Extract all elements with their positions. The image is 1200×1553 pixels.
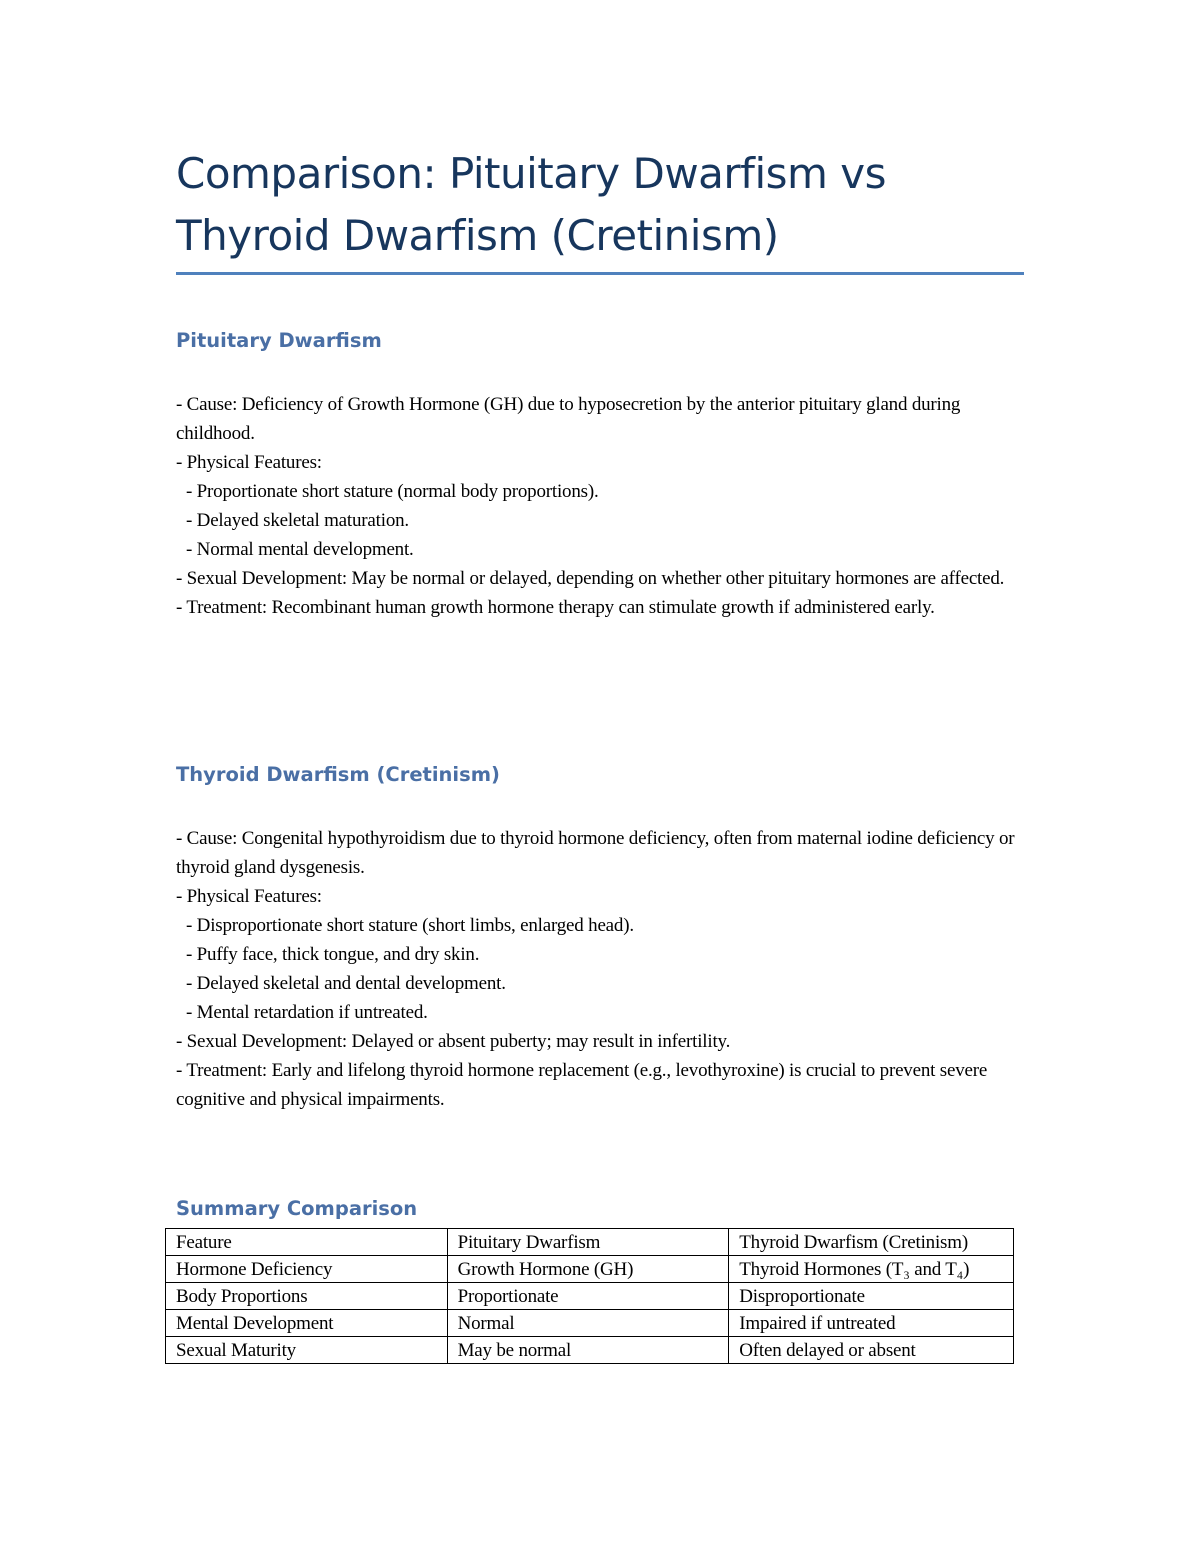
pituitary-physical-item: - Proportionate short stature (normal body proportions). xyxy=(186,481,599,502)
document-page xyxy=(176,0,1024,1553)
summary-table xyxy=(165,1228,1014,1364)
table-cell: Body Proportions xyxy=(166,1283,448,1310)
thyroid-section xyxy=(176,824,1024,1114)
pituitary-treatment: - Treatment: Recombinant human growth hormone therapy can stimulate growth if administered early. xyxy=(176,597,935,618)
table-cell: Disproportionate xyxy=(729,1283,1014,1310)
thyroid-physical-item: - Mental retardation if untreated. xyxy=(186,1002,428,1023)
table-cell: Hormone Deficiency xyxy=(166,1256,448,1283)
table-cell: Impaired if untreated xyxy=(729,1310,1014,1337)
thyroid-physical-item: - Delayed skeletal and dental development. xyxy=(186,973,506,994)
thyroid-physical-label: - Physical Features: xyxy=(176,886,322,907)
pituitary-sexual-development: - Sexual Development: May be normal or delayed, depending on whether other pituitary hormones are affected. xyxy=(176,568,1005,589)
pituitary-physical-item: - Delayed skeletal maturation. xyxy=(186,510,409,531)
thyroid-cause: - Cause: Congenital hypothyroidism due to thyroid hormone deficiency, often from maternal iodine deficiency or thyroid gland dysgenesis. xyxy=(176,828,1015,878)
table-cell: Sexual Maturity xyxy=(166,1337,448,1364)
table-header-row xyxy=(166,1229,1014,1256)
table-row xyxy=(166,1283,1014,1310)
table-row xyxy=(166,1256,1014,1283)
pituitary-heading: Pituitary Dwarfism xyxy=(176,329,382,352)
thyroid-treatment: - Treatment: Early and lifelong thyroid hormone replacement (e.g., levothyroxine) is crucial to prevent severe cognitive and physical impairments. xyxy=(176,1060,988,1110)
thyroid-physical-item: - Disproportionate short stature (short limbs, enlarged head). xyxy=(186,915,634,936)
table-cell: Often delayed or absent xyxy=(729,1337,1014,1364)
thyroid-heading: Thyroid Dwarfism (Cretinism) xyxy=(176,763,500,786)
thyroid-sexual-development: - Sexual Development: Delayed or absent puberty; may result in infertility. xyxy=(176,1031,731,1052)
pituitary-section xyxy=(176,390,1024,622)
table-cell: Thyroid Hormones (T₃ and T₄) xyxy=(729,1256,1014,1283)
summary-heading: Summary Comparison xyxy=(176,1197,418,1220)
title-underline xyxy=(176,272,1024,275)
table-cell: Proportionate xyxy=(447,1283,729,1310)
table-row xyxy=(166,1310,1014,1337)
pituitary-physical-item: - Normal mental development. xyxy=(186,539,414,560)
table-cell: Normal xyxy=(447,1310,729,1337)
table-cell: May be normal xyxy=(447,1337,729,1364)
pituitary-cause: - Cause: Deficiency of Growth Hormone (GH) due to hyposecretion by the anterior pituitary gland during childhood. xyxy=(176,394,961,444)
table-row xyxy=(166,1337,1014,1364)
pituitary-physical-label: - Physical Features: xyxy=(176,452,322,473)
table-header-cell: Thyroid Dwarfism (Cretinism) xyxy=(729,1229,1014,1256)
page-title: Comparison: Pituitary Dwarfism vs Thyroid Dwarfism (Cretinism) xyxy=(176,149,887,260)
thyroid-physical-item: - Puffy face, thick tongue, and dry skin. xyxy=(186,944,480,965)
table-header-cell: Pituitary Dwarfism xyxy=(447,1229,729,1256)
table-cell: Growth Hormone (GH) xyxy=(447,1256,729,1283)
table-header-cell: Feature xyxy=(166,1229,448,1256)
table-cell: Mental Development xyxy=(166,1310,448,1337)
